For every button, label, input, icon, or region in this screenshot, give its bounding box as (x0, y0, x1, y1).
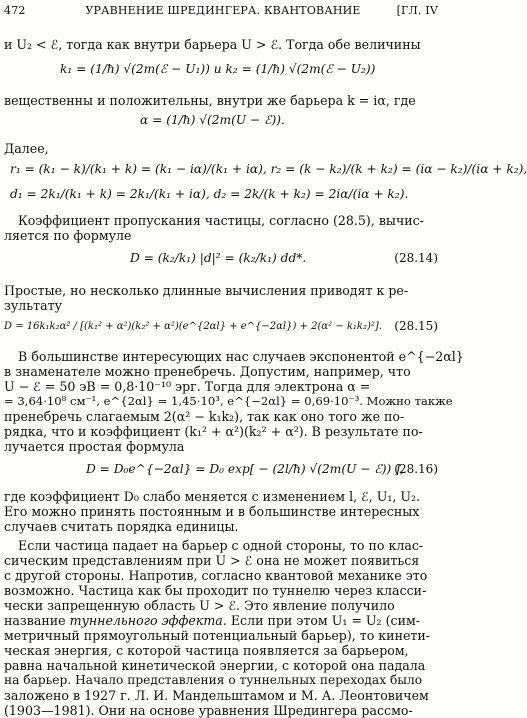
text-line: Если частица падает на барьер с одной стороны, то по клас- (18, 538, 424, 553)
equation-number: (28.16) (394, 462, 438, 476)
text-line: Его можно принять постоянным и в большинстве интересных (4, 504, 420, 519)
page-number: 472 (4, 4, 26, 17)
text-line: сическим представлениям при U > ℰ она не может появиться (4, 553, 420, 568)
formula-r1-r2: r₁ = (k₁ − k)/(k₁ + k) = (k₁ − iα)/(k₁ + iα), r₂ = (k − k₂)/(k + k₂) = (iα − k₂)/(iα + k₂), (10, 162, 527, 176)
text-line: пренебречь слагаемым 2(α² − k₁k₂), так как оно того же по- (4, 409, 405, 424)
text-line-tunnel-effect (4, 613, 420, 628)
text-line: заложено в 1927 г. Л. И. Мандельштамом и М. А. Леонтовичем (4, 688, 429, 703)
emphasized-term: туннельного эффекта (69, 613, 223, 628)
running-title: УРАВНЕНИЕ ШРЕДИНГЕРА. КВАНТОВАНИЕ (85, 4, 361, 17)
text-line: с другой стороны. Напротив, согласно квантовой механике это (4, 568, 428, 583)
text-line: на барьер. Начало представления о туннельных переходах было (4, 673, 423, 687)
text-fragment: название (4, 613, 70, 628)
formula-28-15: D = 16k₁k₂α² / [(k₁² + α²)(k₂² + α²)(e^{2αl} + e^{−2αl}) + 2(α² − k₁k₂)²]. (4, 321, 382, 332)
running-header (0, 0, 446, 22)
formula-alpha: α = (1/ħ) √(2m(U − ℰ)). (140, 113, 285, 127)
text-line: случаев считать порядка единицы. (4, 519, 239, 534)
text-line: рядка, что и коэффициент (k₁² + α²)(k₂² + α²). В результате по- (4, 424, 423, 439)
text-line: Далее, (4, 141, 49, 156)
text-line: в знаменателе можно пренебречь. Допустим, например, что (4, 364, 411, 379)
text-line: ческая энергия, с которой частица появляется за барьером, (4, 643, 409, 658)
formula-k1-k2: k₁ = (1/ħ) √(2m(ℰ − U₁)) и k₂ = (1/ħ) √(2m(ℰ − U₂)) (60, 62, 376, 76)
text-line: и U₂ < ℰ, тогда как внутри барьера U > ℰ. Тогда обе величины (4, 37, 421, 52)
equation-number: (28.14) (394, 251, 438, 265)
text-line: (1903—1981). Они на основе уравнения Шредингера рассмо- (4, 703, 413, 718)
text-line: лучается простая формула (4, 439, 185, 454)
text-line: чески запрещенную область U > ℰ. Это явление получило (4, 598, 395, 613)
formula-d1-d2: d₁ = 2k₁/(k₁ + k) = 2k₁/(k₁ + iα), d₂ = 2k/(k + k₂) = 2iα/(iα + k₂). (10, 187, 409, 201)
text-line: возможно. Частица как бы проходит по туннелю через класси- (4, 583, 427, 598)
text-line: Коэффициент пропускания частицы, согласно (28.5), вычис- (18, 213, 424, 228)
text-fragment: . Если при этом U₁ = U₂ (сим- (222, 613, 421, 628)
text-line: вещественны и положительны, внутри же барьера k = iα, где (4, 93, 416, 108)
text-line: U − ℰ = 50 эВ = 0,8·10⁻¹⁰ эрг. Тогда для электрона α = (4, 379, 371, 394)
text-line: В большинстве интересующих нас случаев экспонентой e^{−2αl} (18, 349, 464, 364)
text-line: = 3,64·10⁸ см⁻¹, e^{2αl} = 1,45·10³, e^{−2αl} = 0,69·10⁻³. Можно также (4, 394, 453, 408)
text-line: ляется по формуле (4, 228, 132, 243)
formula-28-16: D = D₀e^{−2αl} = D₀ exp[ − (2l/ħ) √(2m(U − ℰ)) ], (86, 462, 404, 476)
text-line: метричный прямоугольный потенциальный барьер), то кинети- (4, 628, 431, 643)
chapter-label: [ГЛ. IV (396, 4, 438, 17)
text-line: зультату (4, 298, 62, 313)
text-line: где коэффициент D₀ слабо меняется с изменением l, ℰ, U₁, U₂. (4, 489, 421, 504)
formula-28-14: D = (k₂/k₁) |d|² = (k₂/k₁) dd*. (130, 251, 307, 265)
equation-number: (28.15) (394, 319, 438, 333)
text-line: Простые, но несколько длинные вычисления приводят к ре- (4, 283, 409, 298)
text-line: равна начальной кинетической энергии, с которой она падала (4, 658, 426, 673)
